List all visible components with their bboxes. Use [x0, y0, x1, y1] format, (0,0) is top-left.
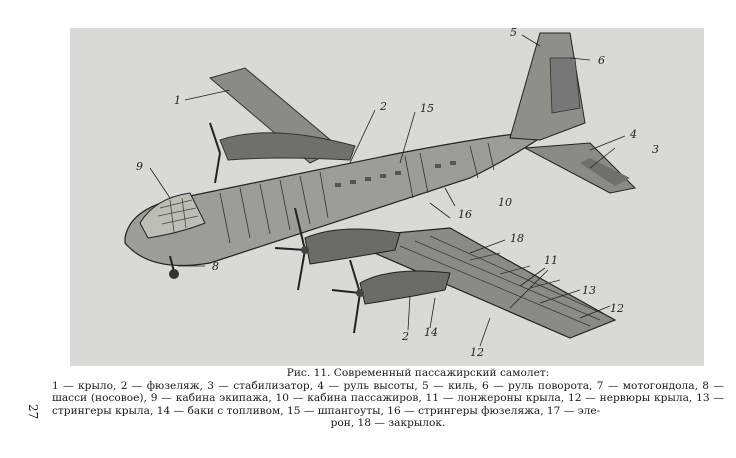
callout-4: 4	[630, 128, 637, 141]
page-number: 27	[26, 404, 40, 420]
callout-10: 10	[498, 196, 512, 209]
callout-18: 18	[510, 232, 524, 245]
airplane-illustration	[70, 28, 704, 366]
airplane-drawing	[70, 28, 704, 366]
caption-title: Рис. 11. Современный пассажирский самолет:	[286, 367, 550, 379]
callout-12b: 12	[470, 346, 484, 359]
callout-2: 2	[380, 100, 387, 113]
callout-8: 8	[212, 260, 219, 273]
callout-11: 11	[544, 254, 558, 267]
figure-caption	[52, 367, 724, 430]
caption-body: 1 — крыло, 2 — фюзеляж, 3 — стабилизатор, 4 — руль высоты, 5 — киль, 6 — руль поворота, 7 — мотогондола, 8 — шасси (носовое), 9 — кабина экипажа, 10 — кабина пассажиров, 11 — лонжероны крыла, 12 — нервюры крыла, 13 — стрингеры крыла, 14 — баки с топливом, 15 — шпангоуты, 16 — стрингеры фюзеляжа, 17 — эле-	[52, 379, 724, 417]
callout-13: 13	[582, 284, 596, 297]
callout-12a: 12	[610, 302, 624, 315]
caption-tail: рон, 18 — закрылок.	[330, 417, 446, 430]
callout-9: 9	[136, 160, 143, 173]
callout-6: 6	[598, 54, 605, 67]
callout-2b: 2	[402, 330, 409, 343]
callout-5: 5	[510, 28, 517, 39]
callout-16: 16	[458, 208, 472, 221]
callout-15: 15	[420, 102, 434, 115]
callout-14: 14	[424, 326, 438, 339]
callout-1: 1	[174, 94, 181, 107]
callout-3: 3	[652, 143, 659, 156]
